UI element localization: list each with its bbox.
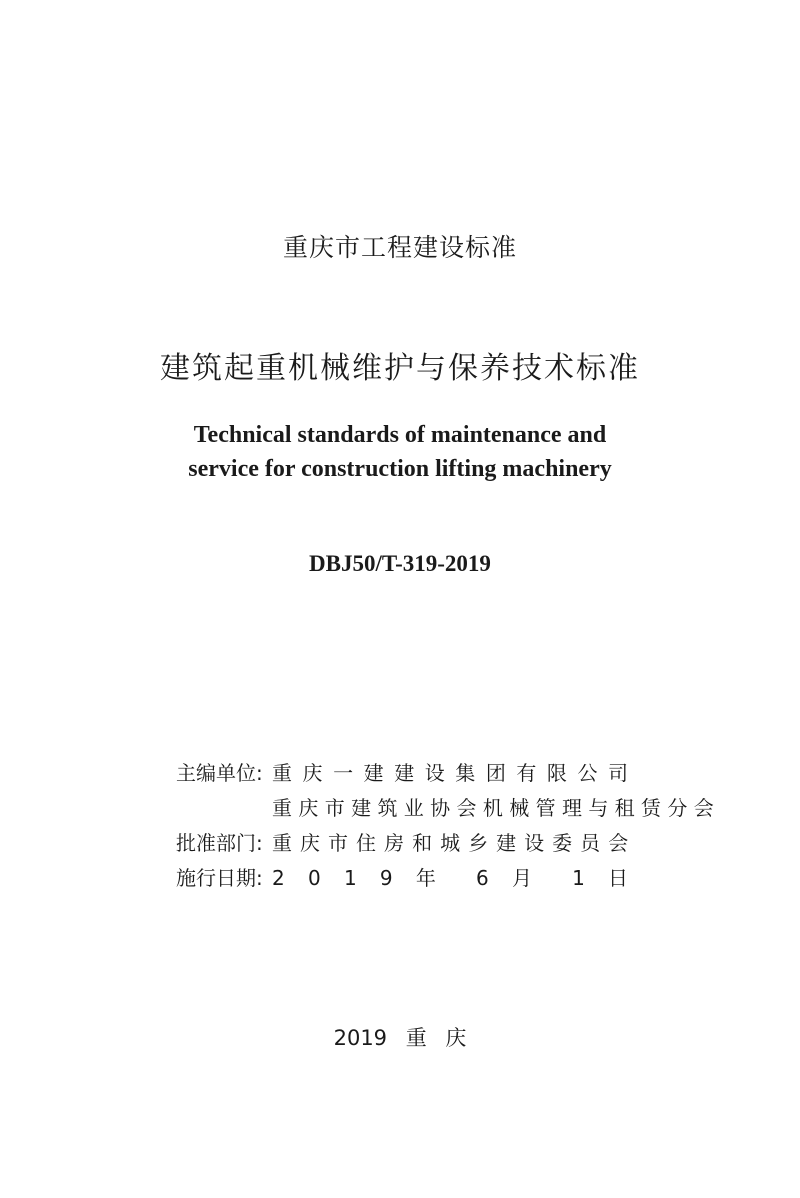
chief-editor-label: 主编单位:	[176, 761, 263, 785]
chief-editor-primary: 重 庆 一 建 建 设 集 团 有 限 公 司	[272, 761, 629, 785]
chief-editor-row-2	[176, 791, 714, 826]
publication-year-place: 2019 重 庆	[333, 1026, 467, 1050]
approver-row	[176, 826, 636, 861]
standard-code: DBJ50/T-319-2019	[309, 551, 491, 576]
effective-date-row	[176, 861, 636, 896]
approver-label: 批准部门:	[176, 831, 263, 855]
english-title-line-2: service for construction lifting machinery	[188, 456, 612, 482]
chief-editor-secondary: 重 庆 市 建 筑 业 协 会 机 械 管 理 与 租 赁 分 会	[272, 796, 714, 820]
effective-date-value: 2 0 1 9 年 6 月 1 日	[272, 866, 629, 890]
approver-value: 重 庆 市 住 房 和 城 乡 建 设 委 员 会	[272, 831, 629, 855]
chief-editor-row	[176, 756, 636, 791]
effective-date-label: 施行日期:	[176, 866, 263, 890]
english-title-line-1: Technical standards of maintenance and	[193, 422, 607, 448]
chinese-title: 建筑起重机械维护与保养技术标准	[160, 351, 640, 386]
publication-info	[176, 756, 714, 896]
series-title: 重庆市工程建设标准	[282, 233, 517, 262]
english-title	[0, 418, 800, 486]
